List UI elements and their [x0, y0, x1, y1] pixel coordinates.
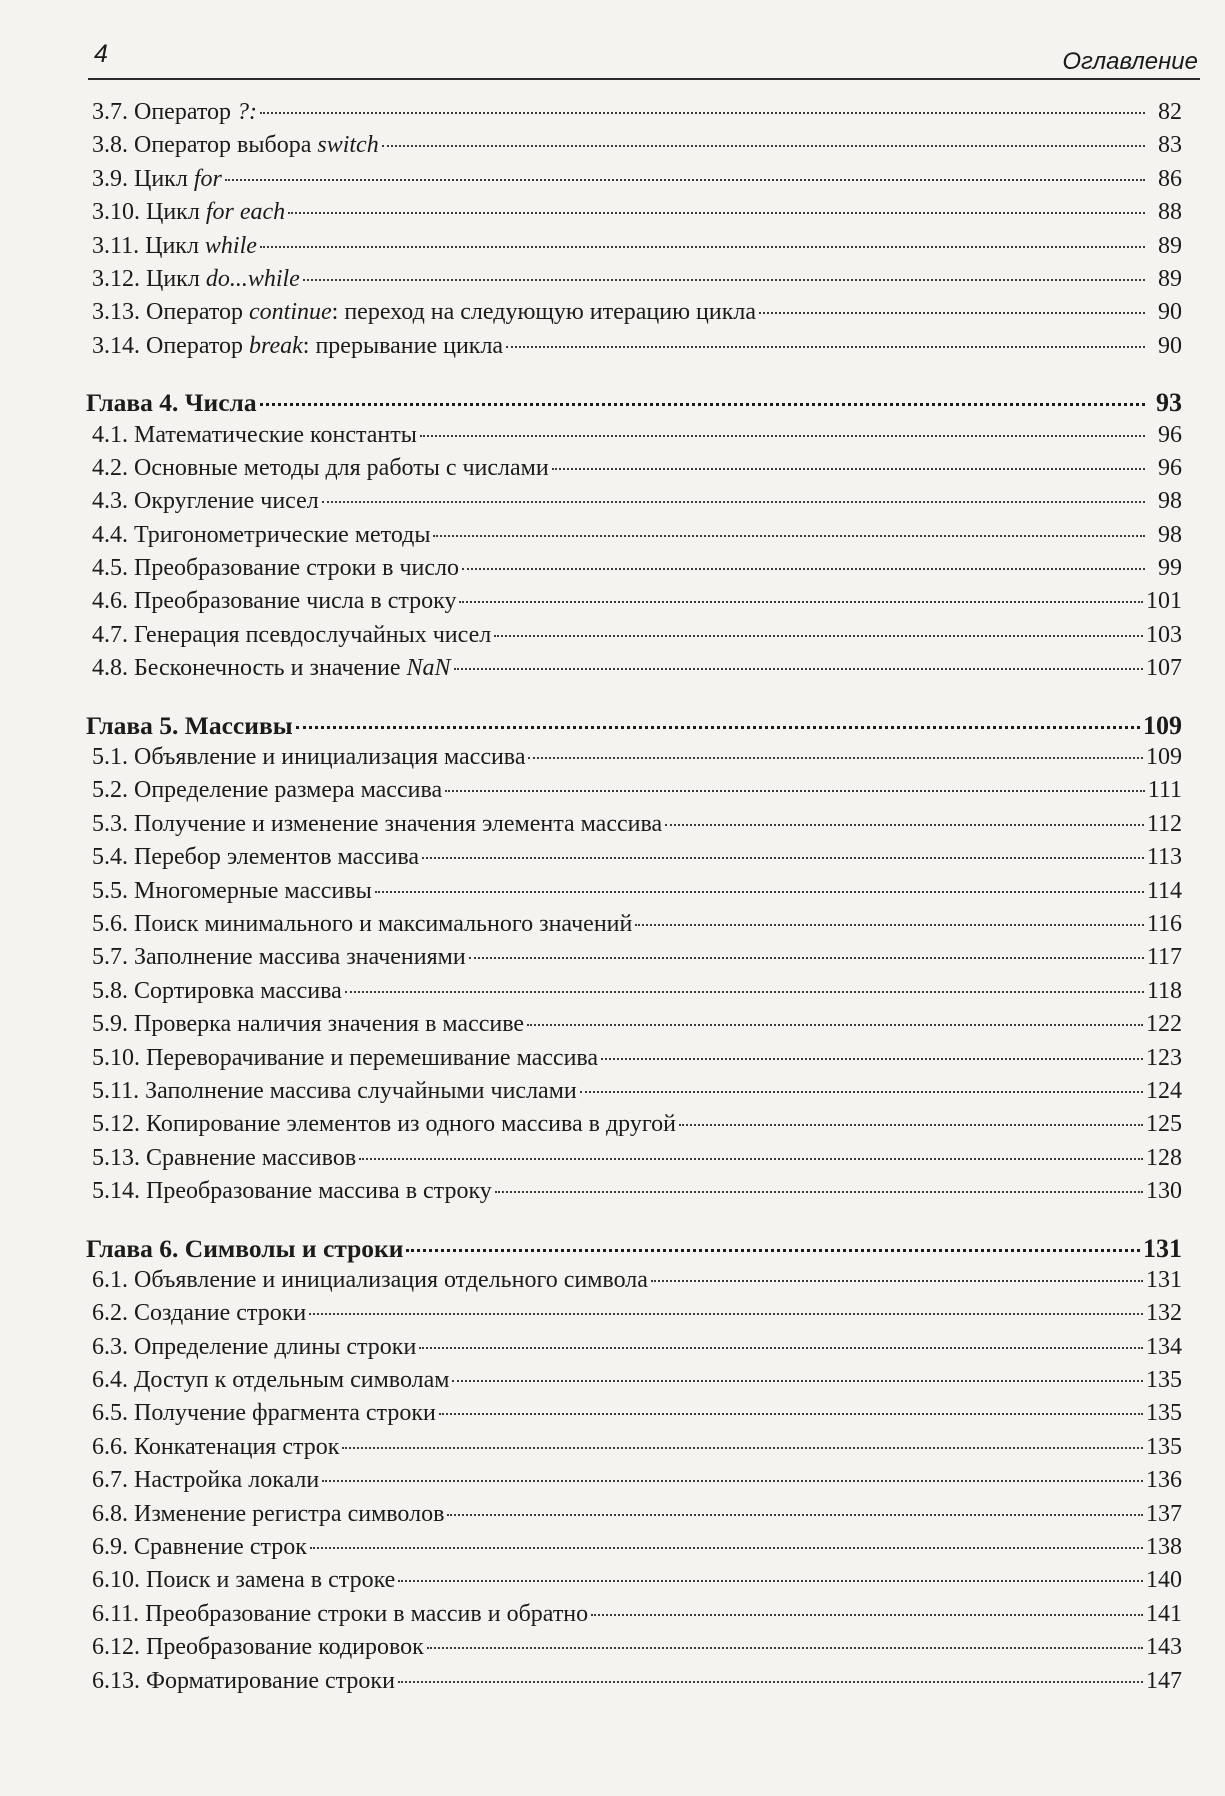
- toc-entry-title: [86, 1145, 356, 1172]
- toc-entry-code-term: for each: [205, 199, 286, 226]
- toc-entry-page-number: 124: [1146, 1077, 1182, 1104]
- dot-leader: [528, 757, 1143, 759]
- toc-entry-label: 3.14. Оператор: [92, 332, 250, 359]
- toc-entry-page-number: 147: [1146, 1667, 1182, 1694]
- toc-entry-title: [86, 711, 293, 741]
- toc-entry-page-number: 89: [1158, 232, 1182, 259]
- toc-section-row[interactable]: [86, 1078, 1182, 1111]
- dot-leader: [427, 1647, 1143, 1649]
- page-number: 4: [94, 40, 108, 68]
- toc-entry-page-number: 137: [1146, 1500, 1182, 1527]
- toc-entry-page-number: 140: [1146, 1567, 1182, 1594]
- toc-entry-label: 5.5. Многомерные массивы: [92, 877, 372, 904]
- toc-section-row[interactable]: [86, 844, 1182, 877]
- toc-entry-page-number: 99: [1158, 555, 1182, 582]
- dot-leader: [591, 1614, 1143, 1616]
- toc-entry-title: [86, 978, 342, 1005]
- toc-entry-page-number: 116: [1146, 910, 1182, 937]
- toc-section-row[interactable]: [86, 1045, 1182, 1078]
- toc-entry-label: 5.6. Поиск минимального и максимального значений: [92, 910, 633, 937]
- toc-entry-page-number: 111: [1147, 777, 1182, 804]
- toc-entry-label: 5.3. Получение и изменение значения элемента массива: [92, 810, 663, 837]
- toc-entry-label: 3.13. Оператор: [92, 299, 250, 326]
- toc-entry-page-number: 134: [1146, 1333, 1182, 1360]
- toc-entry-page-number: 141: [1146, 1600, 1182, 1627]
- toc-entry-label: 6.9. Сравнение строк: [92, 1534, 307, 1561]
- toc-entry-label: 6.12. Преобразование кодировок: [92, 1634, 424, 1661]
- toc-section-row[interactable]: [86, 422, 1182, 455]
- toc-entry-page-number: 83: [1158, 132, 1182, 159]
- toc-entry-label: 5.14. Преобразование массива в строку: [92, 1178, 492, 1205]
- toc-entry-page-number: 122: [1146, 1011, 1182, 1038]
- toc-entry-label: 3.10. Цикл: [92, 199, 206, 226]
- toc-section-row[interactable]: [86, 622, 1182, 655]
- toc-entry-title: [86, 844, 419, 871]
- toc-entry-title: [86, 1534, 307, 1561]
- dot-leader: [459, 601, 1143, 603]
- toc-entry-code-term: while: [204, 232, 257, 259]
- toc-section-row[interactable]: [86, 555, 1182, 588]
- toc-entry-page-number: 98: [1158, 488, 1182, 515]
- toc-section-row[interactable]: [86, 1434, 1182, 1467]
- toc-entry-label: 4.5. Преобразование строки в число: [92, 555, 460, 582]
- toc-entry-title: [86, 422, 417, 449]
- toc-entry-code-term: ?:: [237, 99, 258, 125]
- toc-section-row[interactable]: [86, 266, 1182, 299]
- toc-section-row[interactable]: [86, 1300, 1182, 1333]
- dot-leader: [303, 279, 1145, 281]
- toc-entry-label: 5.8. Сортировка массива: [92, 977, 342, 1004]
- toc-section-row[interactable]: [86, 1334, 1182, 1367]
- toc-entry-page-number: 123: [1146, 1044, 1182, 1071]
- toc-section-row[interactable]: [86, 522, 1182, 555]
- dot-leader: [759, 312, 1145, 314]
- toc-section-row[interactable]: [86, 1634, 1182, 1667]
- toc-entry-page-number: 96: [1158, 421, 1182, 448]
- dot-leader: [359, 1158, 1143, 1160]
- toc-entry-label: 3.11. Цикл: [92, 232, 205, 259]
- toc-entry-label: 6.4. Доступ к отдельным символам: [92, 1367, 450, 1394]
- toc-entry-page-number: 90: [1158, 299, 1182, 326]
- toc-entry-code-term: break: [249, 332, 303, 359]
- toc-entry-title: [86, 1045, 598, 1072]
- toc-entry-label-rest: : переход на следующую итерацию цикла: [331, 299, 757, 326]
- toc-entry-label: Глава 6. Символы и строки: [86, 1233, 404, 1263]
- dot-leader: [469, 957, 1144, 959]
- toc-entry-title: [86, 1111, 676, 1138]
- toc-entry-title: [86, 911, 632, 938]
- toc-entry-label: 4.8. Бесконечность и значение: [92, 655, 407, 682]
- toc-entry-title: [86, 99, 257, 126]
- toc-entry-label: 6.3. Определение длины строки: [92, 1333, 417, 1360]
- toc-entry-title: [86, 944, 466, 971]
- toc-entry-title: [86, 388, 257, 418]
- toc-section-row[interactable]: [86, 299, 1182, 332]
- toc-section-row[interactable]: [86, 166, 1182, 199]
- dot-leader: [527, 1024, 1143, 1026]
- toc-entry-label: 4.4. Тригонометрические методы: [92, 521, 431, 548]
- toc-section-row[interactable]: [86, 878, 1182, 911]
- toc-entry-title: [86, 132, 379, 159]
- toc-entry-label: 6.6. Конкатенация строк: [92, 1433, 340, 1460]
- toc-entry-title: [86, 1400, 436, 1427]
- dot-leader: [322, 1480, 1143, 1482]
- dot-leader: [406, 1249, 1140, 1252]
- toc-section-row[interactable]: [86, 488, 1182, 521]
- toc-entry-page-number: 130: [1146, 1178, 1182, 1205]
- toc-entry-label: 6.5. Получение фрагмента строки: [92, 1400, 436, 1427]
- toc-entry-label: 5.2. Определение размера массива: [92, 777, 443, 804]
- toc-entry-page-number: 114: [1146, 877, 1182, 904]
- toc-entry-label-rest: : прерывание цикла: [302, 332, 504, 359]
- toc-entry-page-number: 103: [1146, 621, 1182, 648]
- toc-entry-title: [86, 878, 372, 905]
- toc-entry-page-number: 96: [1158, 454, 1182, 481]
- toc-entry-page-number: 117: [1146, 944, 1182, 971]
- toc-entry-title: [86, 1567, 395, 1594]
- header-title: Оглавление: [1062, 48, 1198, 75]
- toc-entry-label: 4.2. Основные методы для работы с числами: [92, 454, 549, 481]
- toc-section-row[interactable]: [86, 944, 1182, 977]
- toc-entry-page-number: 135: [1146, 1367, 1182, 1394]
- dot-leader: [580, 1091, 1143, 1093]
- toc-section-row[interactable]: [86, 978, 1182, 1011]
- toc-entry-title: [86, 1078, 577, 1105]
- dot-leader: [422, 857, 1144, 859]
- toc-chapter-row[interactable]: [86, 711, 1182, 744]
- dot-leader: [309, 1313, 1143, 1315]
- dot-leader: [635, 924, 1144, 926]
- toc-entry-title: [86, 811, 662, 838]
- dot-leader: [310, 1547, 1143, 1549]
- toc-entry-title: [86, 333, 503, 360]
- toc-entry-page-number: 135: [1146, 1400, 1182, 1427]
- toc-entry-page-number: 128: [1146, 1144, 1182, 1171]
- dot-leader: [419, 1347, 1143, 1349]
- dot-leader: [260, 403, 1145, 406]
- toc-entry-page-number: 109: [1143, 710, 1182, 740]
- toc-entry-title: [86, 199, 285, 226]
- toc-entry-title: [86, 622, 491, 649]
- toc-entry-title: [86, 1501, 444, 1528]
- toc-section-row[interactable]: [86, 233, 1182, 266]
- toc-entry-page-number: 112: [1146, 810, 1182, 837]
- dot-leader: [375, 891, 1144, 893]
- toc-entry-label: 6.11. Преобразование строки в массив и обратно: [92, 1600, 589, 1627]
- dot-leader: [225, 179, 1145, 181]
- toc-entry-page-number: 89: [1158, 265, 1182, 292]
- toc-entry-label: 5.13. Сравнение массивов: [92, 1144, 357, 1171]
- toc-entry-title: [86, 777, 442, 804]
- toc-section-row[interactable]: [86, 455, 1182, 488]
- dot-leader: [260, 246, 1145, 248]
- toc-entry-label: 6.7. Настройка локали: [92, 1467, 320, 1494]
- toc-section-row[interactable]: [86, 1534, 1182, 1567]
- toc-entry-title: [86, 266, 300, 293]
- toc-entry-title: [86, 455, 549, 482]
- toc-section-row[interactable]: [86, 588, 1182, 621]
- toc-entry-label: 5.11. Заполнение массива случайными числами: [92, 1077, 577, 1104]
- toc-entry-page-number: 135: [1146, 1433, 1182, 1460]
- toc-entry-label: 5.12. Копирование элементов из одного массива в другой: [92, 1111, 676, 1138]
- dot-leader: [462, 568, 1145, 570]
- dot-leader: [342, 1447, 1143, 1449]
- dot-leader: [552, 468, 1145, 470]
- toc-entry-title: [86, 299, 756, 326]
- toc-entry-title: [86, 488, 319, 515]
- toc-entry-page-number: 90: [1158, 332, 1182, 359]
- toc-section-row[interactable]: [86, 1467, 1182, 1500]
- toc-entry-label: 6.2. Создание строки: [92, 1300, 307, 1327]
- toc-entry-label: 4.1. Математические константы: [92, 421, 417, 448]
- toc-entry-label: 4.3. Округление чисел: [92, 488, 319, 515]
- toc-section-row[interactable]: [86, 1111, 1182, 1144]
- toc-section-row[interactable]: [86, 1400, 1182, 1433]
- toc-entry-title: [86, 655, 451, 682]
- dot-leader: [651, 1280, 1143, 1282]
- dot-leader: [382, 145, 1145, 147]
- toc-section-row[interactable]: [86, 655, 1182, 688]
- toc-entry-title: [86, 1011, 524, 1038]
- toc-entry-label: 6.8. Изменение регистра символов: [92, 1500, 445, 1527]
- toc-entry-title: [86, 1367, 449, 1394]
- header-rule: [88, 78, 1200, 80]
- toc-entry-label: 6.13. Форматирование строки: [92, 1667, 395, 1694]
- dot-leader: [420, 435, 1145, 437]
- dot-leader: [452, 1380, 1143, 1382]
- toc-entry-title: [86, 522, 430, 549]
- toc-entry-code-term: do...while: [205, 265, 300, 292]
- toc-entry-page-number: 82: [1158, 99, 1182, 125]
- toc-entry-label: 6.1. Объявление и инициализация отдельного символа: [92, 1266, 648, 1293]
- toc-entry-page-number: 93: [1156, 388, 1182, 418]
- toc-entry-label: 3.9. Цикл: [92, 165, 194, 192]
- dot-leader: [296, 726, 1140, 729]
- toc-chapter-row[interactable]: [86, 388, 1182, 421]
- dot-leader: [398, 1681, 1143, 1683]
- toc-section-row[interactable]: [86, 1567, 1182, 1600]
- toc-entry-title: [86, 1634, 424, 1661]
- toc-section-row[interactable]: [86, 1601, 1182, 1634]
- toc-section-row[interactable]: [86, 1178, 1182, 1211]
- toc-entry-code-term: NaN: [406, 655, 451, 682]
- dot-leader: [345, 991, 1144, 993]
- toc-entry-label: 6.10. Поиск и замена в строке: [92, 1567, 396, 1594]
- toc-entry-page-number: 125: [1146, 1111, 1182, 1138]
- toc-entry-page-number: 143: [1146, 1634, 1182, 1661]
- toc-section-row[interactable]: [86, 744, 1182, 777]
- toc-section-row[interactable]: [86, 911, 1182, 944]
- toc-entry-page-number: 86: [1158, 165, 1182, 192]
- toc-chapter-row[interactable]: [86, 1234, 1182, 1267]
- toc-entry-label: 5.7. Заполнение массива значениями: [92, 944, 466, 971]
- toc-section-row[interactable]: [86, 132, 1182, 165]
- toc-section-row[interactable]: [86, 1011, 1182, 1044]
- toc-entry-page-number: 132: [1146, 1300, 1182, 1327]
- toc-entry-title: [86, 1601, 588, 1628]
- toc-entry-title: [86, 1334, 416, 1361]
- toc-entry-page-number: 131: [1143, 1233, 1182, 1263]
- dot-leader: [665, 824, 1144, 826]
- toc-section-row[interactable]: [86, 333, 1182, 366]
- toc-section-row[interactable]: [86, 199, 1182, 232]
- toc-section-row[interactable]: [86, 1267, 1182, 1300]
- toc-entry-code-term: for: [193, 165, 222, 192]
- toc-entry-page-number: 107: [1146, 655, 1182, 682]
- dot-leader: [288, 212, 1145, 214]
- toc-entry-page-number: 131: [1146, 1266, 1182, 1293]
- toc-entry-label: Глава 4. Числа: [86, 388, 257, 418]
- toc-section-row[interactable]: [86, 1367, 1182, 1400]
- toc-entry-label: 4.6. Преобразование числа в строку: [92, 588, 457, 615]
- toc-section-row[interactable]: [86, 99, 1182, 132]
- toc-entry-title: [86, 1234, 403, 1264]
- toc-entry-title: [86, 555, 459, 582]
- toc-section-row[interactable]: [86, 777, 1182, 810]
- toc-entry-title: [86, 1178, 492, 1205]
- toc-entry-page-number: 136: [1146, 1467, 1182, 1494]
- dot-leader: [447, 1514, 1143, 1516]
- toc-entry-title: [86, 1668, 395, 1695]
- dot-leader: [260, 112, 1145, 114]
- toc-section-row[interactable]: [86, 1501, 1182, 1534]
- toc-entry-page-number: 109: [1146, 744, 1182, 771]
- toc-entry-title: [86, 1434, 339, 1461]
- toc-entry-code-term: switch: [317, 132, 379, 159]
- dot-leader: [494, 635, 1143, 637]
- dot-leader: [454, 668, 1143, 670]
- toc-entry-label: 3.7. Оператор: [92, 99, 238, 125]
- toc-section-row[interactable]: [86, 1145, 1182, 1178]
- toc-entry-page-number: 88: [1158, 199, 1182, 226]
- toc-entry-label: 3.8. Оператор выбора: [92, 132, 318, 159]
- dot-leader: [433, 535, 1145, 537]
- toc-entry-title: [86, 1467, 319, 1494]
- toc-entry-label: Глава 5. Массивы: [86, 710, 293, 740]
- dot-leader: [601, 1058, 1143, 1060]
- dot-leader: [495, 1191, 1143, 1193]
- toc-entry-code-term: continue: [249, 299, 332, 326]
- toc-entry-page-number: 118: [1146, 977, 1182, 1004]
- toc-section-row[interactable]: [86, 811, 1182, 844]
- toc-entry-page-number: 101: [1146, 588, 1182, 615]
- dot-leader: [439, 1413, 1143, 1415]
- toc-entry-label: 4.7. Генерация псевдослучайных чисел: [92, 621, 492, 648]
- toc-section-row[interactable]: [86, 1668, 1182, 1701]
- toc-entry-title: [86, 1267, 648, 1294]
- toc-entry-title: [86, 166, 222, 193]
- toc-entry-label: 3.12. Цикл: [92, 265, 206, 292]
- toc-entry-label: 5.10. Переворачивание и перемешивание массива: [92, 1044, 599, 1071]
- toc-entry-title: [86, 233, 257, 260]
- toc-entry-label: 5.4. Перебор элементов массива: [92, 844, 420, 871]
- running-header: [92, 40, 1198, 74]
- toc-entry-page-number: 98: [1158, 521, 1182, 548]
- table-of-contents: [86, 99, 1182, 1701]
- toc-entry-label: 5.1. Объявление и инициализация массива: [92, 744, 526, 771]
- toc-entry-title: [86, 1300, 306, 1327]
- toc-entry-title: [86, 744, 525, 771]
- toc-entry-label: 5.9. Проверка наличия значения в массиве: [92, 1011, 525, 1038]
- dot-leader: [398, 1580, 1143, 1582]
- toc-entry-title: [86, 588, 456, 615]
- dot-leader: [679, 1124, 1143, 1126]
- toc-entry-page-number: 113: [1146, 844, 1182, 871]
- dot-leader: [322, 501, 1145, 503]
- dot-leader: [445, 790, 1145, 792]
- dot-leader: [506, 346, 1145, 348]
- toc-entry-page-number: 138: [1146, 1534, 1182, 1561]
